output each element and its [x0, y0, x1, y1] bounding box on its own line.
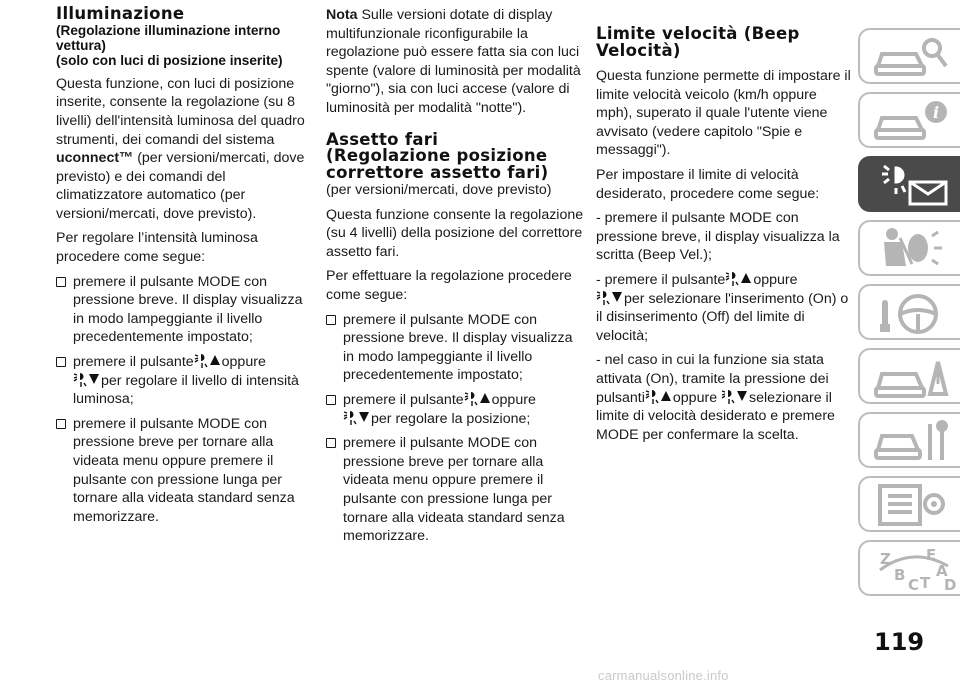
checkbox-bullet-icon [56, 419, 66, 429]
paragraph: (per versioni/mercati, dove previsto) [326, 182, 552, 199]
text: premere il pulsante MODE con pressione breve per tornare alla videata menu oppure premere il pulsante con pressione lunga per tornare alla videata standard senza memorizzare. [73, 415, 295, 525]
tab-driving[interactable] [858, 284, 960, 340]
paragraph [596, 351, 854, 444]
column-assetto-fari [326, 6, 584, 552]
arrow-down-icon [89, 374, 99, 384]
light-button-icon [194, 353, 208, 369]
light-button-icon [464, 391, 478, 407]
tab-car-info[interactable] [858, 92, 960, 148]
arrow-down-icon [612, 292, 622, 302]
car-search-icon [872, 34, 952, 80]
light-message-icon [872, 162, 952, 208]
arrow-down-icon [359, 412, 369, 422]
tab-lights-messages[interactable] [858, 156, 960, 212]
section-title-illuminazione: Illuminazione [56, 4, 185, 23]
watermark: carmanualsonline.info [598, 668, 729, 683]
text: per regolare la posizione; [371, 410, 531, 427]
light-button-icon [343, 410, 357, 426]
car-crash-icon [872, 354, 952, 400]
text: oppure [753, 271, 798, 288]
checkbox-bullet-icon [326, 395, 336, 405]
section-title-assetto-fari: correttore assetto fari) [326, 162, 549, 182]
text: oppure [221, 354, 266, 371]
light-button-icon [725, 271, 739, 287]
steering-wheel-icon [872, 290, 952, 336]
arrow-down-icon [737, 391, 747, 401]
text: per selezionare l'inserimento (On) o il disinserimento (Off) del limite di velocità; [596, 290, 849, 344]
text: - nel caso in cui la funzione sia stata attivata (On), tramite la pressione dei pulsanti [596, 352, 829, 406]
svg-text:T: T [920, 574, 931, 592]
tab-maintenance[interactable] [858, 412, 960, 468]
text: oppure [672, 389, 718, 406]
tab-index[interactable] [858, 540, 960, 596]
section-subtitle: (Regolazione illuminazione interno [56, 22, 281, 38]
column-limite-velocita [596, 6, 854, 450]
section-title-assetto-fari: Assetto fari [326, 129, 439, 149]
text: per regolare il livello di intensità luminosa; [73, 372, 299, 408]
tab-emergency[interactable] [858, 348, 960, 404]
uconnect-keyword: uconnect™ [56, 150, 134, 167]
light-button-icon [73, 372, 87, 388]
text: premere il pulsante MODE con pressione breve. Il display visualizza in modo lampeggiante il livello precedentemente impostato; [343, 311, 573, 384]
svg-text:B: B [894, 566, 906, 584]
svg-text:A: A [936, 562, 948, 580]
section-title-assetto-fari: (Regolazione posizione [326, 146, 548, 166]
section-subtitle: vettura) [56, 37, 106, 53]
arrow-up-icon [210, 355, 220, 365]
arrow-up-icon [741, 273, 751, 283]
text: premere il pulsante MODE con pressione breve. Il display visualizza in modo lampeggiante il livello precedentemente impostato; [73, 273, 303, 346]
page-number: 119 [874, 628, 925, 656]
checkbox-bullet-icon [326, 315, 336, 325]
svg-text:i: i [932, 103, 940, 122]
checkbox-bullet-icon [56, 357, 66, 367]
note-paragraph [326, 6, 584, 118]
paragraph: Questa funzione permette di impostare il limite velocità veicolo (km/h oppure mph), superato il quale l'utente viene avvisato (vedere capitolo "Spie e messaggi"). [596, 68, 851, 159]
checkbox-bullet-icon [56, 277, 66, 287]
specs-gear-icon [872, 482, 952, 528]
text: - premere il pulsante [596, 271, 726, 288]
paragraph [56, 75, 314, 224]
text: premere il pulsante MODE con pressione breve per tornare alla videata menu oppure premere il pulsante con pressione lunga per tornare alla videata standard senza memorizzare. [343, 435, 565, 545]
light-button-icon [645, 389, 659, 405]
bullet-item [56, 273, 314, 347]
light-button-icon [596, 290, 610, 306]
svg-text:D: D [944, 576, 957, 594]
text: selezionare il limite di velocità desiderato e premere MODE per confermare la scelta. [596, 389, 835, 443]
car-info-icon [872, 98, 952, 144]
text: Sulle versioni dotate di display multifunzionale riconfigurabile la regolazione può essere fatta sia con luci spente (valore di luminosità per modalità "giorno"), sia con luci accese (valore di luminosità per modalità "notte"). [326, 7, 581, 116]
paragraph: Per regolare l’intensità luminosa procedere come segue: [56, 230, 258, 266]
paragraph: - premere il pulsante MODE con pressione breve, il display visualizza la scritta (Beep Vel.); [596, 210, 840, 264]
paragraph: Per impostare il limite di velocità desiderato, procedere come segue: [596, 166, 820, 202]
svg-text:Z: Z [880, 550, 891, 568]
airbag-seat-icon [872, 226, 952, 272]
tab-safety[interactable] [858, 220, 960, 276]
text: Questa funzione, con luci di posizione inserite, consente la regolazione (su 8 livelli) dell'intensità luminosa del quadro strumenti, dei comandi del sistema [56, 75, 305, 148]
column-illuminazione [56, 6, 314, 532]
note-label: Nota [326, 7, 358, 23]
bullet-item [56, 415, 314, 527]
paragraph [596, 271, 854, 345]
text: oppure [491, 392, 536, 408]
arrow-up-icon [661, 391, 671, 401]
text: (per versioni/mercati, dove previsto) e dei comandi del climatizzatore automatico (per versioni/mercati, dove previsto). [56, 150, 305, 222]
checkbox-bullet-icon [326, 438, 336, 448]
section-title-limite-velocita: Limite velocità (Beep [596, 24, 800, 43]
car-tools-icon [872, 418, 952, 464]
bullet-item [326, 311, 584, 385]
text: premere il pulsante [343, 392, 464, 408]
svg-text:C: C [908, 576, 920, 594]
arrow-up-icon [480, 393, 490, 403]
bullet-item [326, 434, 584, 546]
text: premere il pulsante [73, 354, 194, 371]
tab-technical-data[interactable] [858, 476, 960, 532]
bullet-item [56, 353, 314, 409]
tab-car-search[interactable] [858, 28, 960, 84]
section-title-limite-velocita: Velocità) [596, 40, 681, 60]
svg-text:E: E [926, 546, 937, 564]
section-subtitle: (solo con luci di posizione inserite) [56, 53, 283, 69]
alphabet-index-icon [872, 546, 957, 594]
chapter-tabs [858, 28, 960, 604]
light-button-icon [721, 389, 735, 405]
paragraph: Per effettuare la regolazione procedere come segue: [326, 268, 572, 304]
bullet-item [326, 391, 584, 428]
paragraph: Questa funzione consente la regolazione (su 4 livelli) della posizione del correttore assetto fari. [326, 206, 584, 260]
